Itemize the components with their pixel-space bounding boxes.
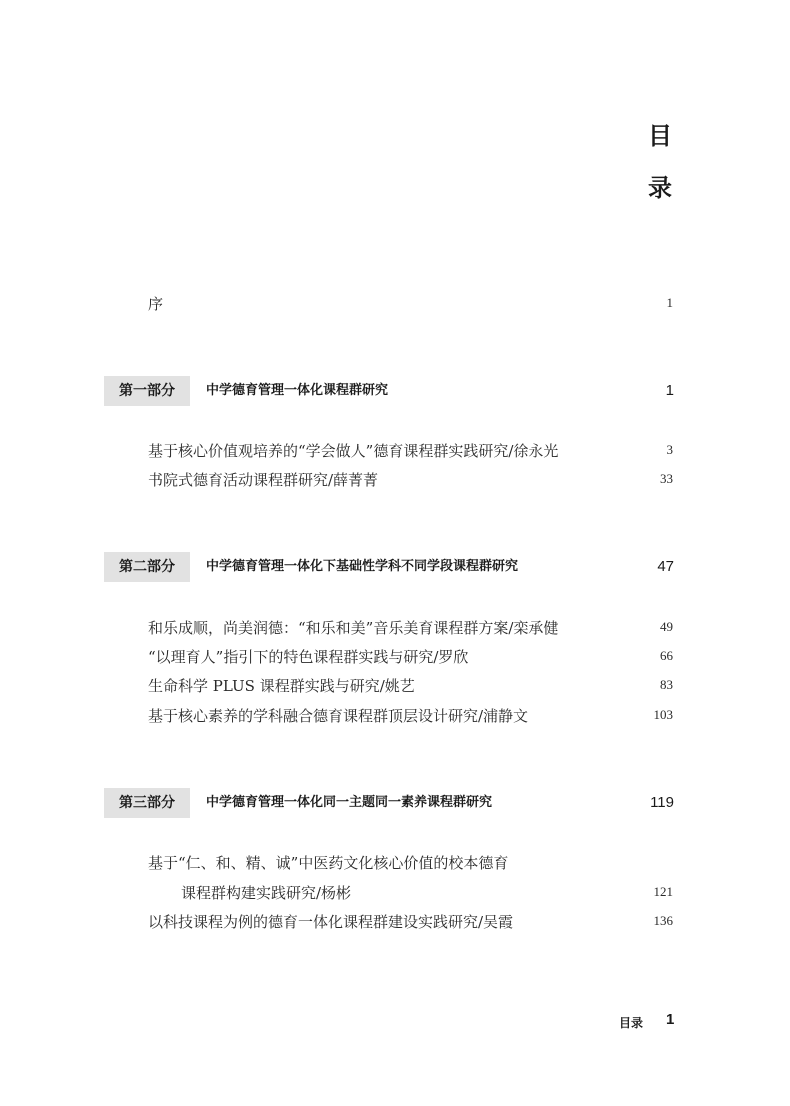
toc-preface-page: 1 <box>666 295 673 310</box>
part-2-tag: 第二部分 <box>104 552 190 582</box>
page-title-char-1: 目 <box>648 122 672 150</box>
part-1-page: 1 <box>665 382 674 399</box>
part-3-page: 119 <box>650 794 674 811</box>
part-2-title[interactable]: 中学德育管理一体化下基础性学科不同学段课程群研究 <box>206 559 519 574</box>
part-3-tag: 第三部分 <box>104 788 190 818</box>
toc-entry[interactable]: 基于核心价值观培养的“学会做人”德育课程群实践研究/徐永光 <box>148 442 559 460</box>
footer-page-number: 1 <box>666 1011 675 1028</box>
toc-entry-continuation[interactable]: 课程群构建实践研究/杨彬 <box>181 884 352 902</box>
toc-entry[interactable]: 书院式德育活动课程群研究/薛菁菁 <box>148 471 379 489</box>
toc-entry-page: 121 <box>653 884 673 899</box>
part-2-page: 47 <box>657 558 674 575</box>
toc-entry[interactable]: 生命科学 PLUS 课程群实践与研究/姚艺 <box>148 677 415 695</box>
part-1-tag: 第一部分 <box>104 376 190 406</box>
toc-entry-page: 33 <box>660 471 673 486</box>
toc-entry-page: 66 <box>660 648 673 663</box>
toc-entry[interactable]: 以科技课程为例的德育一体化课程群建设实践研究/吴霞 <box>148 913 514 931</box>
toc-entry-page: 103 <box>653 707 673 722</box>
page-title-char-2: 录 <box>648 174 672 202</box>
toc-entry-page: 136 <box>653 913 673 928</box>
toc-preface-label[interactable]: 序 <box>148 295 164 313</box>
part-3-title[interactable]: 中学德育管理一体化同一主题同一素养课程群研究 <box>206 795 493 810</box>
toc-entry-page: 83 <box>660 677 673 692</box>
toc-entry-page: 3 <box>666 442 673 457</box>
footer-section-label: 目录 <box>619 1016 644 1030</box>
toc-entry[interactable]: 基于核心素养的学科融合德育课程群顶层设计研究/浦静文 <box>148 707 529 725</box>
toc-entry-page: 49 <box>660 619 673 634</box>
toc-entry[interactable]: 基于“仁、和、精、诚”中医药文化核心价值的校本德育 <box>148 854 509 872</box>
toc-entry[interactable]: 和乐成顺，尚美润德：“和乐和美”音乐美育课程群方案/栾承健 <box>148 619 559 637</box>
toc-entry[interactable]: “以理育人”指引下的特色课程群实践与研究/罗欣 <box>148 648 469 666</box>
part-1-title[interactable]: 中学德育管理一体化课程群研究 <box>206 383 389 398</box>
